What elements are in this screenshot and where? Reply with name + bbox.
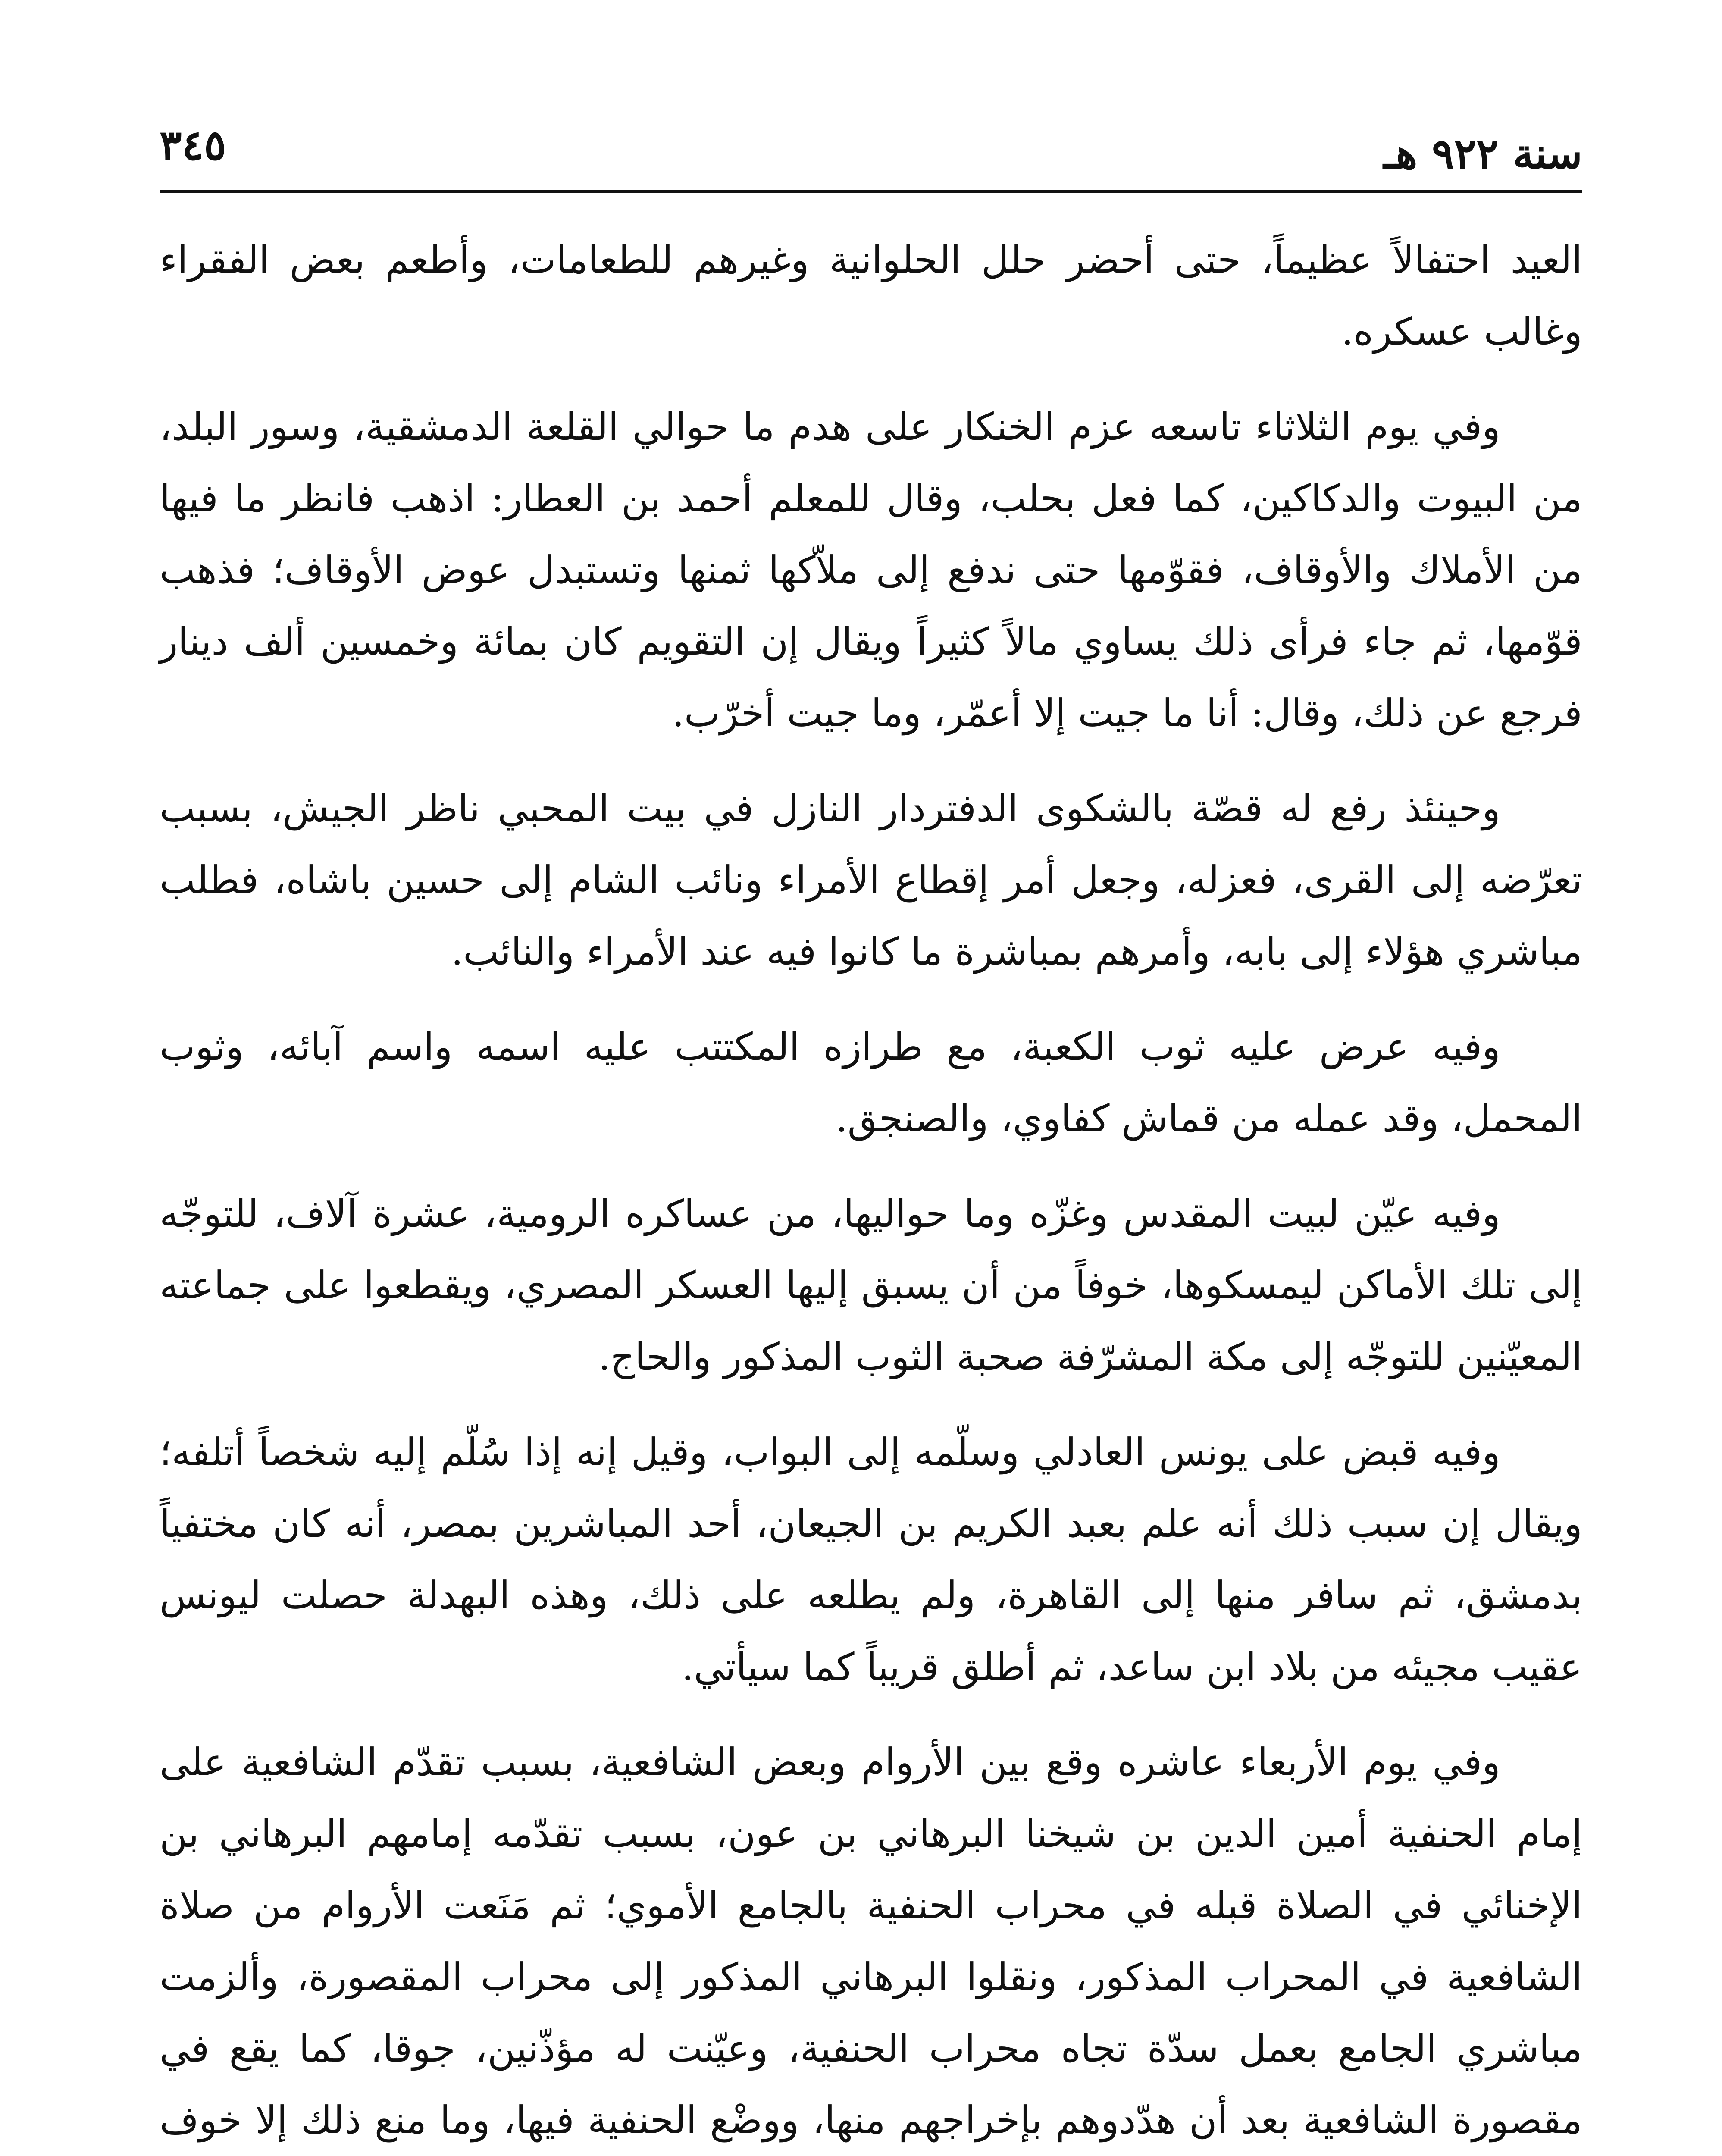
header-rule [160, 190, 1582, 193]
paragraph-7: وفي يوم الأربعاء عاشره وقع بين الأروام وبعض الشافعية، بسبب تقدّم الشافعية على إمام الحنفية أمين الدين بن شيخنا البرهاني بن عون، بسبب تقدّمه إمامهم البرهاني بن الإخنائي في الصلاة قبله في محراب الحنفية بالجامع الأموي؛ ثم مَنَعت الأروام من صلاة الشافعية في المحراب المذكور، ونقلوا البرهاني المذكور إلى محراب المقصورة، وألزمت مباشري الجامع بعمل سدّة تجاه محراب الحنفية، وعيّنت له مؤذّنين، جوقا، كما يقع في مقصورة الشافعية بعد أن هدّدوهم بإخراجهم منها، ووضْع الحنفية فيها، وما منع ذلك إلا خوف [160, 1740, 1583, 2142]
paragraph-5: وفيه عيّن لبيت المقدس وغزّه وما حواليها، من عساكره الرومية، عشرة آلاف، للتوجّه إلى تلك الأماكن ليمسكوها، خوفاً من أن يسبق إليها العسكر المصري، ويقطعوا على جماعته المعيّنين للتوجّه إلى مكة المشرّفة صحبة الثوب المذكور والحاج. [160, 1191, 1582, 1379]
body-text [160, 224, 1582, 2156]
page-header [160, 108, 1582, 194]
paragraph-6: وفيه قبض على يونس العادلي وسلّمه إلى البواب، وقيل إنه إذا سُلّم إليه شخصاً أتلفه؛ ويقال إن سبب ذلك أنه علم بعبد الكريم بن الجيعان، أحد المباشرين بمصر، أنه كان مختفياً بدمشق، ثم سافر منها إلى القاهرة، ولم يطلعه على ذلك، وهذه البهدلة حصلت ليونس عقيب مجيئه من بلاد ابن ساعد، ثم أطلق قريباً كما سيأتي. [160, 1430, 1583, 1689]
paragraph-3: وحينئذ رفع له قصّة بالشكوى الدفتردار النازل في بيت المحبي ناظر الجيش، بسبب تعرّضه إلى القرى، فعزله، وجعل أمر إقطاع الأمراء ونائب الشام إلى حسين باشاه، فطلب مباشري هؤلاء إلى بابه، وأمرهم بمباشرة ما كانوا فيه عند الأمراء والنائب. [160, 786, 1582, 974]
paragraph-2: وفي يوم الثلاثاء تاسعه عزم الخنكار على هدم ما حوالي القلعة الدمشقية، وسور البلد، من البيوت والدكاكين، كما فعل بحلب، وقال للمعلم أحمد بن العطار: اذهب فانظر ما فيها من الأملاك والأوقاف، فقوّمها حتى ندفع إلى ملاّكها ثمنها وتستبدل عوض الأوقاف؛ فذهب قوّمها، ثم جاء فرأى ذلك يساوي مالاً كثيراً ويقال إن التقويم كان بمائة وخمسين ألف دينار فرجع عن ذلك، وقال: أنا ما جيت إلا أعمّر، وما جيت أخرّب. [160, 404, 1583, 735]
running-head: سنة ٩٢٢ هـ [1383, 129, 1582, 178]
paragraph-1: العيد احتفالاً عظيماً، حتى أحضر حلل الحلوانية وغيرهم للطعامات، وأطعم بعض الفقراء وغالب عسكره. [160, 238, 1582, 354]
paragraph-4: وفيه عرض عليه ثوب الكعبة، مع طرازه المكتتب عليه اسمه واسم آبائه، وثوب المحمل، وقد عمله من قماش كفاوي، والصنجق. [160, 1025, 1582, 1141]
page-number: ٣٤٥ [160, 121, 226, 169]
